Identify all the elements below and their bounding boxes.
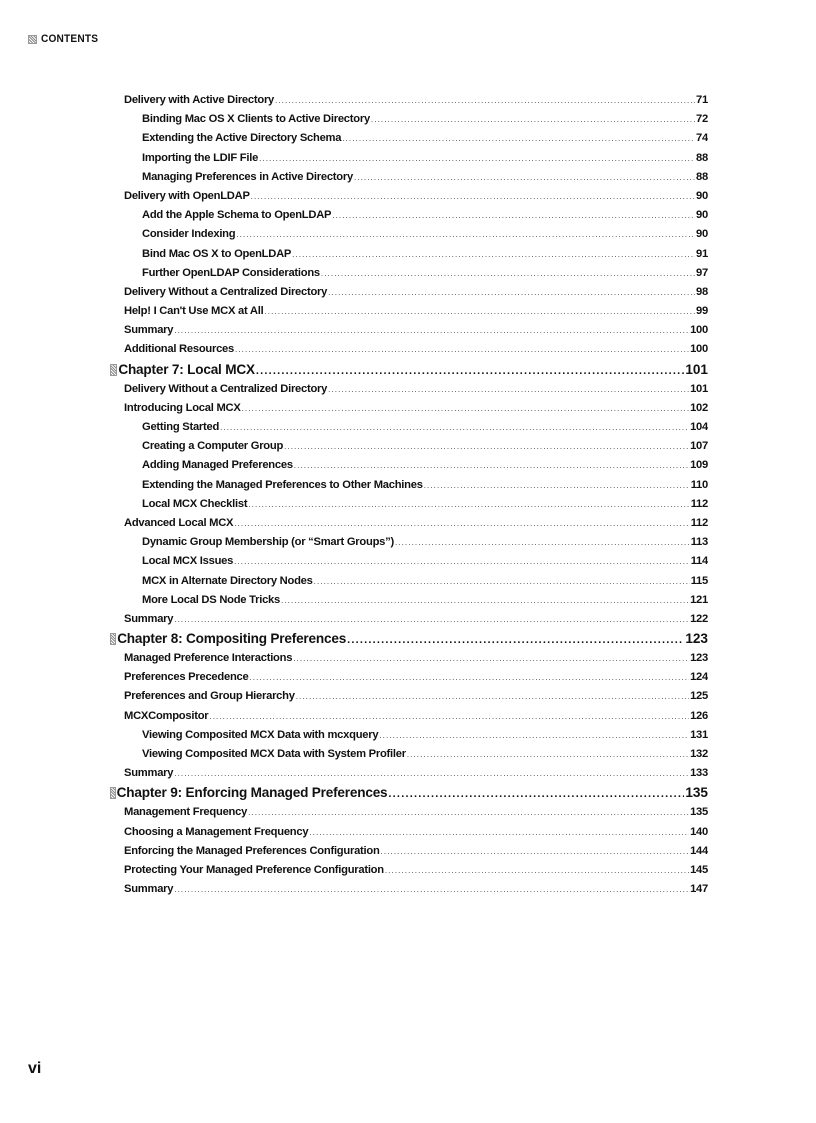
toc-entry-title: Managed Preference Interactions <box>124 652 293 665</box>
dot-leader <box>174 880 689 899</box>
toc-page-number: 144 <box>690 844 708 857</box>
toc-entry-title: Delivery Without a Centralized Directory <box>124 285 328 298</box>
toc-entry-title: Protecting Your Managed Preference Configuration <box>124 863 384 876</box>
toc-subsection-entry <box>124 206 708 225</box>
toc-page-number: 135 <box>685 785 708 801</box>
toc-section-entry <box>124 302 708 321</box>
toc-page-number: 113 <box>690 536 708 549</box>
toc-subsection-entry <box>124 572 708 591</box>
toc-subsection-entry <box>124 533 708 552</box>
dot-leader <box>342 129 695 148</box>
toc-entry-title: Preferences and Group Hierarchy <box>124 690 295 703</box>
toc-entry-title: Local MCX Checklist <box>142 497 248 510</box>
dot-leader <box>275 91 695 110</box>
toc-subsection-entry <box>124 591 708 610</box>
toc-entry-title: Delivery with Active Directory <box>124 94 275 106</box>
toc-entry-title: Enforcing the Managed Preferences Configuration <box>124 844 380 857</box>
toc-section-entry <box>124 880 708 899</box>
dot-leader <box>174 321 689 340</box>
toc-section-entry <box>124 823 708 842</box>
toc-page-number: 114 <box>690 555 708 568</box>
toc-entry-title: Additional Resources <box>124 343 235 356</box>
running-header-title: CONTENTS <box>41 33 99 45</box>
toc-entry-title: Consider Indexing <box>142 228 236 241</box>
dot-leader <box>371 110 695 129</box>
toc-entry-title: Chapter 9: Enforcing Managed Preferences <box>116 785 388 801</box>
dot-leader <box>388 784 684 803</box>
toc-entry-title: Further OpenLDAP Considerations <box>142 266 320 279</box>
toc-page-number: 90 <box>696 228 708 241</box>
hatch-square-icon <box>28 35 37 44</box>
toc-page-number: 100 <box>690 343 708 356</box>
toc-page-number: 112 <box>690 516 708 529</box>
toc-entry-title: Dynamic Group Membership (or “Smart Groups”) <box>142 536 394 549</box>
toc-page-number: 71 <box>696 94 708 106</box>
toc-entry-title: Extending the Managed Preferences to Other Machines <box>142 478 423 491</box>
toc-entry-title: Adding Managed Preferences <box>142 459 293 472</box>
toc-section-entry <box>124 91 708 110</box>
toc-page-number: 101 <box>685 361 708 377</box>
toc-entry-title: More Local DS Node Tricks <box>142 593 280 606</box>
dot-leader <box>209 707 689 726</box>
toc-subsection-entry <box>124 264 708 283</box>
toc-subsection-entry <box>124 456 708 475</box>
toc-subsection-entry <box>124 129 708 148</box>
toc-section-entry <box>124 514 708 533</box>
toc-section-entry <box>124 649 708 668</box>
toc-subsection-entry <box>124 726 708 745</box>
dot-leader <box>220 418 689 437</box>
toc-entry-title: Advanced Local MCX <box>124 516 234 529</box>
dot-leader <box>381 842 690 861</box>
toc-page-number: 122 <box>690 612 708 625</box>
toc-subsection-entry <box>124 418 708 437</box>
toc-entry-title: Viewing Composited MCX Data with mcxquery <box>142 728 379 741</box>
dot-leader <box>292 245 695 264</box>
dot-leader <box>296 687 689 706</box>
dot-leader <box>321 264 695 283</box>
dot-leader <box>259 149 695 168</box>
dot-leader <box>264 302 695 321</box>
toc-page-number: 140 <box>690 825 708 838</box>
toc-page-number: 90 <box>696 209 708 222</box>
dot-leader <box>284 437 689 456</box>
toc-entry-title: Summary <box>124 324 174 337</box>
dot-leader <box>249 668 689 687</box>
dot-leader <box>174 610 689 629</box>
dot-leader <box>248 803 689 822</box>
toc-section-entry <box>124 610 708 629</box>
toc-page-number: 107 <box>690 440 708 453</box>
toc-section-entry <box>124 687 708 706</box>
toc-entry-title: Bind Mac OS X to OpenLDAP <box>142 247 292 260</box>
toc-page-number: 147 <box>690 883 708 896</box>
toc-section-entry <box>124 842 708 861</box>
toc-entry-title: Extending the Active Directory Schema <box>142 132 342 145</box>
toc-entry-title: Getting Started <box>142 421 220 433</box>
toc-subsection-entry <box>124 495 708 514</box>
toc-section-entry <box>124 187 708 206</box>
toc-chapter-heading <box>110 360 708 380</box>
toc-page-number: 102 <box>690 401 708 414</box>
toc-entry-title: Chapter 7: Local MCX <box>118 361 255 377</box>
dot-leader <box>328 283 695 302</box>
toc-subsection-entry <box>124 745 708 764</box>
toc-section-entry <box>124 707 708 726</box>
toc-page-number: 133 <box>690 767 708 780</box>
dot-leader <box>385 861 689 880</box>
toc-entry-title: Help! I Can't Use MCX at All <box>124 305 264 318</box>
dot-leader <box>248 495 689 514</box>
toc-page-number: 99 <box>696 305 708 318</box>
toc-page-number: 72 <box>696 113 708 126</box>
toc-entry-title: Viewing Composited MCX Data with System Profiler <box>142 748 406 760</box>
toc-page-number: 115 <box>690 574 708 587</box>
toc-subsection-entry <box>124 110 708 129</box>
toc-entry-title: Managing Preferences in Active Directory <box>142 170 353 183</box>
toc-subsection-entry <box>124 552 708 571</box>
toc-entry-title: Creating a Computer Group <box>142 440 284 453</box>
hatch-square-icon <box>110 364 117 376</box>
dot-leader <box>395 533 690 552</box>
running-header <box>28 33 103 45</box>
toc-page-number: 121 <box>690 593 708 606</box>
dot-leader <box>328 380 689 399</box>
dot-leader <box>424 476 690 495</box>
table-of-contents <box>116 91 708 899</box>
hatch-square-icon <box>110 633 116 645</box>
dot-leader <box>251 187 695 206</box>
toc-subsection-entry <box>124 149 708 168</box>
toc-section-entry <box>124 321 708 340</box>
toc-page-number: 126 <box>690 709 708 722</box>
dot-leader <box>347 630 684 649</box>
toc-page-number: 98 <box>696 285 708 298</box>
toc-entry-title: Summary <box>124 612 174 625</box>
toc-entry-title: Summary <box>124 883 174 896</box>
toc-page-number: 91 <box>696 247 708 260</box>
toc-entry-title: Choosing a Management Frequency <box>124 825 309 838</box>
toc-page-number: 112 <box>690 497 708 510</box>
toc-entry-title: Delivery Without a Centralized Directory <box>124 382 328 395</box>
dot-leader <box>234 514 689 533</box>
toc-entry-title: Delivery with OpenLDAP <box>124 189 250 202</box>
toc-page-number: 74 <box>696 132 708 145</box>
toc-entry-title: Management Frequency <box>124 806 248 819</box>
toc-subsection-entry <box>124 476 708 495</box>
toc-chapter-heading <box>110 783 708 803</box>
toc-section-entry <box>124 668 708 687</box>
toc-page-number: 109 <box>690 459 708 472</box>
hatch-square-icon <box>110 787 116 799</box>
dot-leader <box>407 745 689 764</box>
toc-section-entry <box>124 340 708 359</box>
dot-leader <box>174 764 689 783</box>
toc-page-number: 101 <box>690 382 708 395</box>
toc-section-entry <box>124 803 708 822</box>
toc-page-number: 132 <box>690 748 708 760</box>
dot-leader <box>256 361 684 380</box>
toc-page-number: 100 <box>690 324 708 337</box>
dot-leader <box>354 168 695 187</box>
dot-leader <box>235 340 689 359</box>
toc-entry-title: Add the Apple Schema to OpenLDAP <box>142 209 332 222</box>
toc-chapter-heading <box>110 629 708 649</box>
dot-leader <box>234 552 690 571</box>
toc-subsection-entry <box>124 225 708 244</box>
dot-leader <box>242 399 690 418</box>
dot-leader <box>294 456 689 475</box>
dot-leader <box>293 649 689 668</box>
dot-leader <box>314 572 690 591</box>
toc-page-number: 97 <box>696 266 708 279</box>
toc-page-number: 145 <box>690 863 708 876</box>
toc-section-entry <box>124 283 708 302</box>
dot-leader <box>309 823 689 842</box>
toc-page-number: 135 <box>690 806 708 819</box>
toc-entry-title: Importing the LDIF File <box>142 151 259 164</box>
toc-page-number: 125 <box>690 690 708 703</box>
toc-entry-title: Summary <box>124 767 174 780</box>
dot-leader <box>379 726 689 745</box>
toc-page-number: 110 <box>690 478 708 491</box>
toc-entry-title: Binding Mac OS X Clients to Active Directory <box>142 113 370 126</box>
toc-page-number: 123 <box>690 652 708 665</box>
toc-subsection-entry <box>124 437 708 456</box>
toc-section-entry <box>124 764 708 783</box>
toc-entry-title: Local MCX Issues <box>142 555 234 568</box>
toc-entry-title: MCXCompositor <box>124 709 209 722</box>
dot-leader <box>236 225 695 244</box>
dot-leader <box>281 591 689 610</box>
toc-page-number: 104 <box>690 421 708 433</box>
toc-page-number: 88 <box>696 151 708 164</box>
toc-entry-title: Introducing Local MCX <box>124 401 241 414</box>
toc-entry-title: Preferences Precedence <box>124 671 249 684</box>
toc-section-entry <box>124 399 708 418</box>
toc-page-number: 90 <box>696 189 708 202</box>
toc-subsection-entry <box>124 168 708 187</box>
toc-page-number: 131 <box>690 728 708 741</box>
toc-entry-title: Chapter 8: Compositing Preferences <box>117 631 347 647</box>
dot-leader <box>332 206 695 225</box>
toc-page-number: 124 <box>690 671 708 684</box>
toc-subsection-entry <box>124 245 708 264</box>
toc-page-number: 88 <box>696 170 708 183</box>
toc-section-entry <box>124 861 708 880</box>
toc-page-number: 123 <box>685 631 708 647</box>
page-folio: vi <box>28 1060 42 1077</box>
toc-entry-title: MCX in Alternate Directory Nodes <box>142 574 313 587</box>
toc-section-entry <box>124 380 708 399</box>
